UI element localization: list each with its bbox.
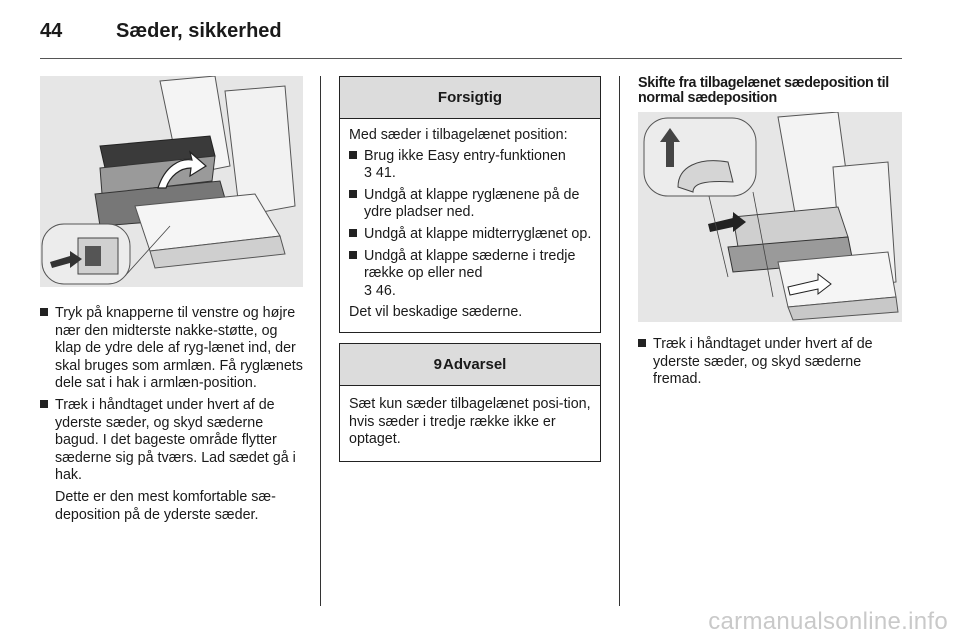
bullet-icon: [40, 400, 48, 408]
seat-armrest-illustration: [40, 76, 303, 287]
bullet-icon: [40, 308, 48, 316]
caution-body: [340, 119, 600, 332]
list-item: Træk i håndtaget under hvert af de yderste sæder, og skyd sæderne bagud. I det bageste område flytter sæderne sig på tværs. Lad sædet gå i hak.: [40, 397, 303, 485]
list-item: Undgå at klappe sæderne i tredje række op eller ned 3 46.: [349, 248, 592, 301]
instruction-list: [40, 305, 303, 485]
list-item: Undgå at klappe midterryglænet op.: [349, 226, 592, 244]
column-divider: [619, 76, 620, 606]
warning-box: [339, 343, 601, 462]
subheading: Skifte fra tilbagelænet sædeposition til normal sædeposition: [638, 75, 889, 106]
seat-armrest-drawing: [40, 76, 303, 287]
page-header: [40, 20, 282, 50]
page-reference: 3 41.: [364, 165, 396, 182]
header-rule: [40, 58, 902, 59]
watermark: carmanualsonline.info: [708, 608, 948, 635]
page-reference: 3 46.: [364, 282, 396, 299]
list-item: Træk i håndtaget under hvert af de yderste sæder, og skyd sæderne fremad.: [638, 336, 902, 389]
list-item: Tryk på knapperne til venstre og højre nær den midterste nakke-støtte, og klap de ydre dele af ryg-lænet ind, der skal bruges som armlæn. Få ryglænets dele sat i hak i armlæn-position.: [40, 305, 303, 393]
bullet-icon: [349, 251, 357, 259]
warning-header: [340, 344, 600, 386]
caution-outro: Det vil beskadige sæderne.: [349, 304, 523, 321]
instruction-list: [638, 336, 902, 389]
warning-title: Advarsel: [442, 355, 507, 373]
caution-title: Forsigtig: [340, 77, 600, 119]
bullet-icon: [349, 151, 357, 159]
seat-forward-drawing: [638, 112, 902, 322]
caution-list: [349, 148, 592, 301]
section-title: Sæder, sikkerhed: [116, 20, 282, 42]
column-1: [40, 76, 303, 524]
caution-intro: Med sæder i tilbagelænet position:: [349, 127, 568, 143]
column-3: [638, 76, 902, 393]
column-divider: [320, 76, 321, 606]
warning-icon: 9: [433, 355, 442, 373]
warning-body: Sæt kun sæder tilbagelænet posi-tion, hvis sæder i tredje række ikke er optaget.: [349, 395, 591, 448]
caution-box: [339, 76, 601, 333]
bullet-icon: [349, 190, 357, 198]
page-number: 44: [40, 20, 63, 42]
bullet-icon: [638, 339, 646, 347]
list-item: Brug ikke Easy entry-funktionen 3 41.: [349, 148, 592, 183]
column-2: [339, 76, 601, 462]
seat-forward-illustration: [638, 112, 902, 322]
comfort-note: Dette er den mest komfortable sæ-deposition på de yderste sæder.: [55, 488, 276, 523]
list-item: Undgå at klappe ryglænene på de ydre pladser ned.: [349, 187, 592, 222]
bullet-icon: [349, 229, 357, 237]
